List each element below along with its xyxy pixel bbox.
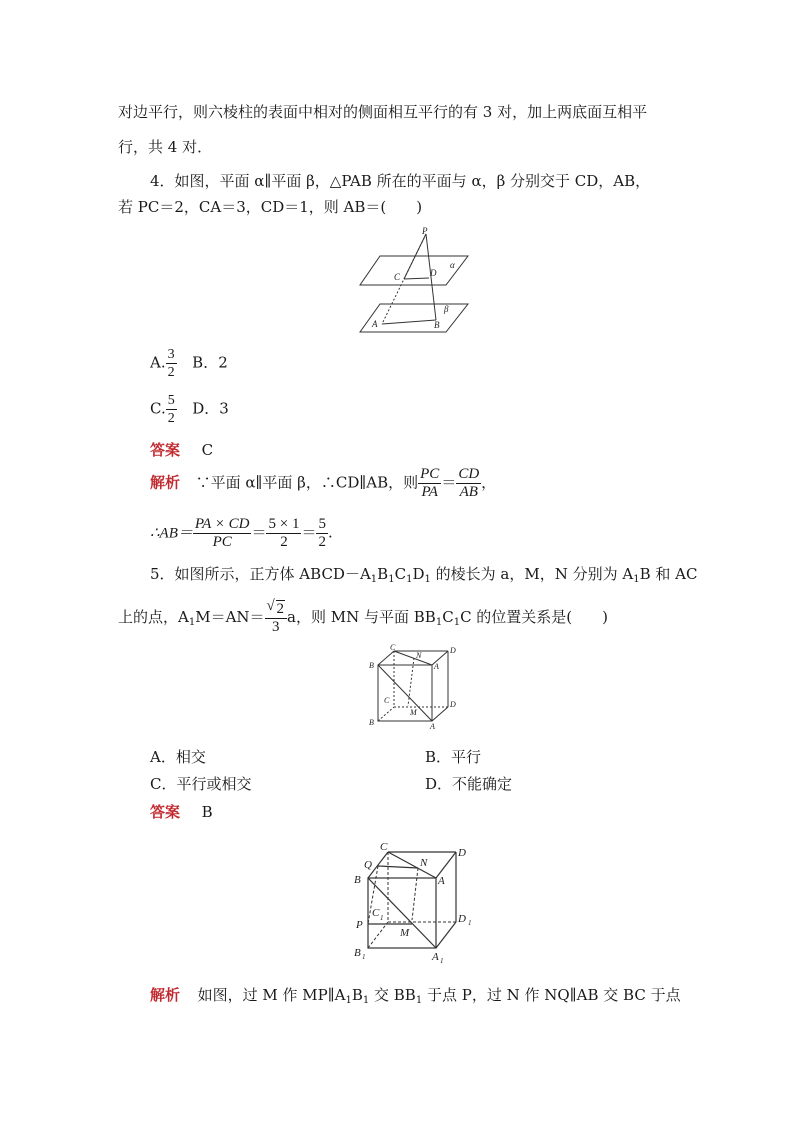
q5-analysis-text-3: 于点 P，过 N 作 NQ∥AB 交 BC 于点 (422, 986, 681, 1004)
q5-line1-end: B 和 AC (639, 565, 698, 583)
q4-option-c-num: 5 (167, 393, 175, 408)
svg-text:C: C (384, 696, 390, 705)
q5-line1-pre: 5．如图所示，正方体 ABCD－A (150, 565, 371, 583)
q5-figure-cube (364, 641, 464, 733)
q4-frac2-num: CD (458, 466, 480, 482)
label-B: B (434, 320, 440, 330)
svg-text:B: B (354, 947, 361, 959)
q5-option-d: D．不能确定 (425, 775, 513, 793)
svg-text:P: P (356, 919, 363, 931)
q4-answer-label: 答案 (150, 441, 181, 459)
svg-text:N: N (420, 857, 428, 869)
q4-figure-planes (358, 224, 470, 334)
label-D: D (430, 268, 437, 278)
q5-sqrt-value: 2 (276, 601, 285, 617)
q4-frac1-num: PC (420, 466, 440, 482)
q4-stem-line-2: 若 PC＝2，CA＝3，CD＝1，则 AB＝( ) (118, 198, 423, 216)
q5-line2-mid: M＝AN＝ (195, 608, 265, 626)
q5-answer (150, 802, 213, 822)
q4-analysis-label: 解析 (150, 473, 181, 492)
q4-result-post: . (327, 523, 333, 542)
svg-text:B: B (354, 874, 361, 886)
q5-solution-figure-cube (342, 836, 482, 966)
q4-option-a-den: 2 (167, 365, 175, 380)
label-C: C (394, 272, 401, 282)
svg-text:C: C (390, 643, 396, 652)
q4-option-d: D．3 (192, 399, 229, 418)
q5-line2-a: a，则 MN 与平面 BB (287, 608, 436, 626)
svg-text:A: A (432, 951, 439, 963)
q5-frac-den: 3 (272, 619, 280, 635)
svg-text:A: A (438, 875, 445, 887)
svg-text:D: D (458, 847, 466, 859)
q5-answer-label: 答案 (150, 803, 181, 821)
q4-eq3: ＝ (301, 523, 317, 542)
svg-text:1: 1 (468, 919, 472, 927)
q4-option-c-prefix: C. (150, 399, 166, 418)
svg-text:A: A (430, 722, 435, 731)
q5-analysis-text-1: 如图，过 M 作 MP∥A (197, 986, 346, 1004)
q4-frac3-den: PC (212, 534, 232, 550)
svg-text:1: 1 (362, 953, 366, 961)
q4-result (150, 516, 333, 551)
prev-text-line-1: 对边平行，则六棱柱的表面中相对的侧面相互平行的有 3 对，加上两底面互相平 (118, 103, 648, 121)
prev-text-line-2: 行，共 4 对． (118, 138, 213, 156)
q4-frac5-num: 5 (318, 516, 326, 532)
q4-frac4-num: 5 × 1 (268, 516, 300, 532)
svg-text:N: N (416, 651, 422, 660)
q4-frac4-den: 2 (280, 534, 288, 550)
svg-text:1: 1 (440, 957, 444, 965)
q4-option-b: B．2 (192, 353, 228, 372)
label-alpha: α (450, 260, 455, 270)
q5-options-row-1 (150, 747, 206, 767)
svg-text:M: M (400, 927, 410, 939)
svg-text:D: D (458, 913, 466, 925)
q5-option-a: A．相交 (150, 748, 206, 766)
q5-analysis-text-2: 交 BB (369, 986, 416, 1004)
q4-options-row-1 (150, 346, 228, 381)
q4-options-row-2 (150, 392, 229, 427)
q5-analysis-label: 解析 (150, 986, 181, 1004)
svg-text:1: 1 (380, 914, 384, 922)
q5-answer-value: B (201, 803, 213, 821)
q4-option-a-num: 3 (167, 347, 175, 362)
q5-option-c: C．平行或相交 (150, 775, 252, 793)
q4-analysis-post: ， (481, 473, 497, 492)
q5-stem-line-2: 上的点，$A_1M=AN=$ √ 2 3 a，则 MN 与平面 $BB_1C_1C$ 的位置关系是( ) (118, 598, 609, 635)
q4-frac1-den: PA (421, 484, 438, 500)
q4-frac2-den: AB (459, 484, 478, 500)
q4-frac3-num: PA × CD (194, 516, 250, 532)
q4-stem-line-1: 4．如图，平面 α∥平面 β，△PAB 所在的平面与 α，β 分别交于 CD，AB， (150, 172, 651, 190)
svg-text:D: D (450, 646, 456, 655)
q4-analysis-pre: ∵平面 α∥平面 β，∴CD∥AB，则 (195, 473, 419, 492)
q5-stem-line-1: 5．如图所示，正方体 $ABCD-A_1B_1C_1D_1$ 的棱长为 a，M，N 分别为 $A_1B$ 和 AC (150, 565, 698, 585)
q4-result-pre: ∴AB＝ (150, 525, 193, 542)
svg-text:D: D (450, 700, 456, 709)
q4-answer (150, 440, 213, 460)
q4-eq2: ＝ (251, 523, 267, 542)
q4-frac5-den: 2 (318, 534, 326, 550)
q4-option-c-den: 2 (167, 411, 175, 426)
q4-answer-value: C (201, 441, 214, 459)
svg-text:M: M (410, 708, 417, 717)
svg-text:A: A (434, 662, 439, 671)
svg-text:Q: Q (364, 859, 372, 871)
q4-analysis (150, 466, 496, 501)
q5-line1-post: 的棱长为 a，M，N 分别为 A (435, 565, 634, 583)
q5-line2-pre: 上的点，A (118, 608, 189, 626)
label-P: P (422, 226, 428, 236)
svg-text:C: C (372, 907, 380, 919)
q4-option-a-prefix: A. (150, 353, 166, 372)
svg-text:B: B (369, 661, 374, 670)
label-beta: β (444, 304, 449, 314)
q4-eq1: ＝ (441, 473, 457, 492)
label-A: A (372, 319, 378, 329)
q5-option-b: B．平行 (425, 748, 482, 766)
q5-line2-post: C 的位置关系是( ) (460, 608, 609, 626)
svg-text:B: B (369, 718, 374, 727)
q5-analysis: 解析 如图，过 M 作 $MP\parallel A_1B_1$ 交 $BB_1$ 于点 P，过 N 作 NQ∥AB 交 BC 于点 (150, 986, 681, 1006)
svg-text:C: C (380, 841, 388, 853)
